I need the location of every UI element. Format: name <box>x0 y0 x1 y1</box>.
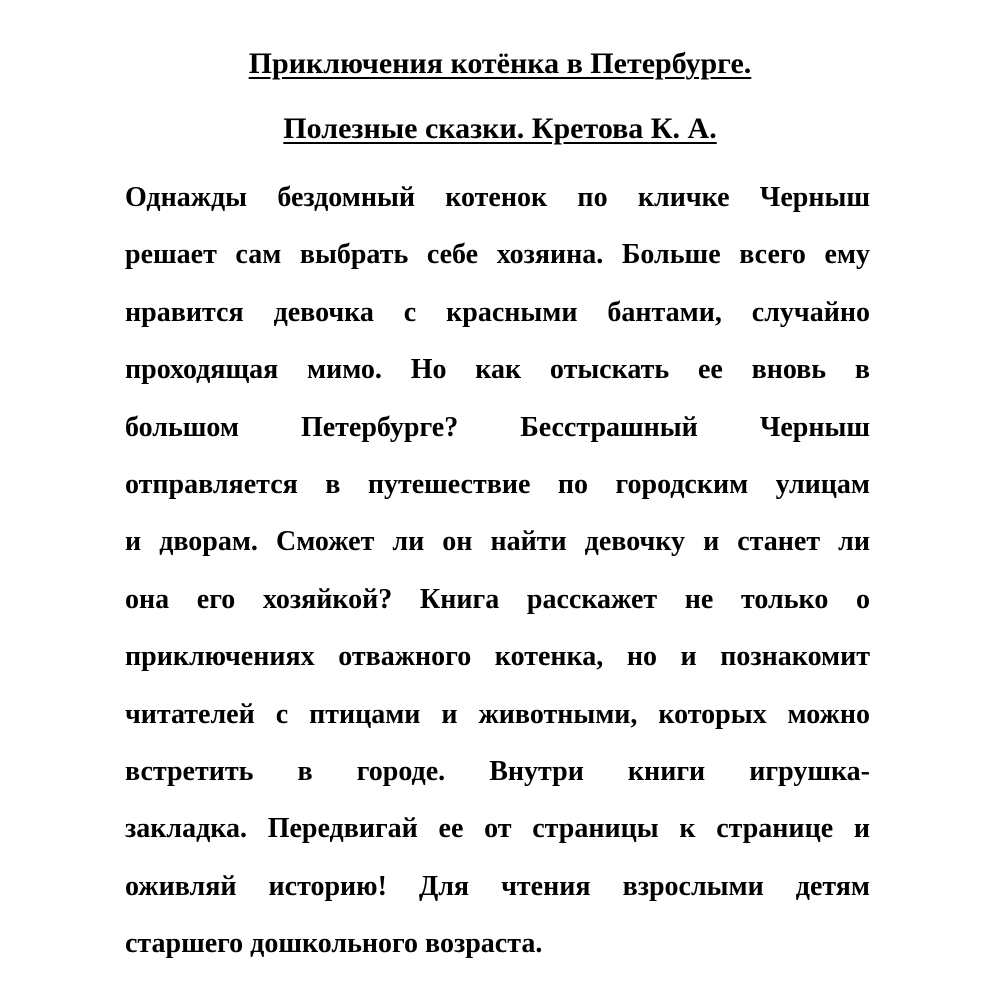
paragraph-line: приключениях отважного котенка, но и познакомит <box>125 641 870 673</box>
paragraph-line: читателей с птицами и животными, которых можно <box>125 698 870 730</box>
paragraph-line: и дворам. Сможет ли он найти девочку и станет ли <box>125 526 870 558</box>
title-line-2: Полезные сказки. Кретова К. А. <box>283 112 717 145</box>
paragraph-line: нравится девочка с красными бантами, случайно <box>125 296 870 328</box>
paragraph-line: старшего дошкольного возраста. <box>125 928 543 960</box>
title-line-1: Приключения котёнка в Петербурге. <box>248 47 752 80</box>
paragraph-line: она его хозяйкой? Книга расскажет не только о <box>125 583 870 615</box>
paragraph-line: встретить в городе. Внутри книги игрушка- <box>125 755 870 787</box>
paragraph-line: Однажды бездомный котенок по кличке Черныш <box>125 182 870 213</box>
paragraph-line: закладка. Передвигай ее от страницы к странице и <box>125 813 870 845</box>
paragraph-line: проходящая мимо. Но как отыскать ее вновь в <box>125 354 870 386</box>
paragraph-line: оживляй историю! Для чтения взрослыми детям <box>125 870 870 902</box>
paragraph-line: решает сам выбрать себе хозяина. Больше всего ему <box>125 239 870 271</box>
paragraph-line: большом Петербурге? Бесстрашный Черныш <box>125 411 870 443</box>
description-paragraph <box>125 169 870 972</box>
paragraph-line: отправляется в путешествие по городским улицам <box>125 468 870 500</box>
